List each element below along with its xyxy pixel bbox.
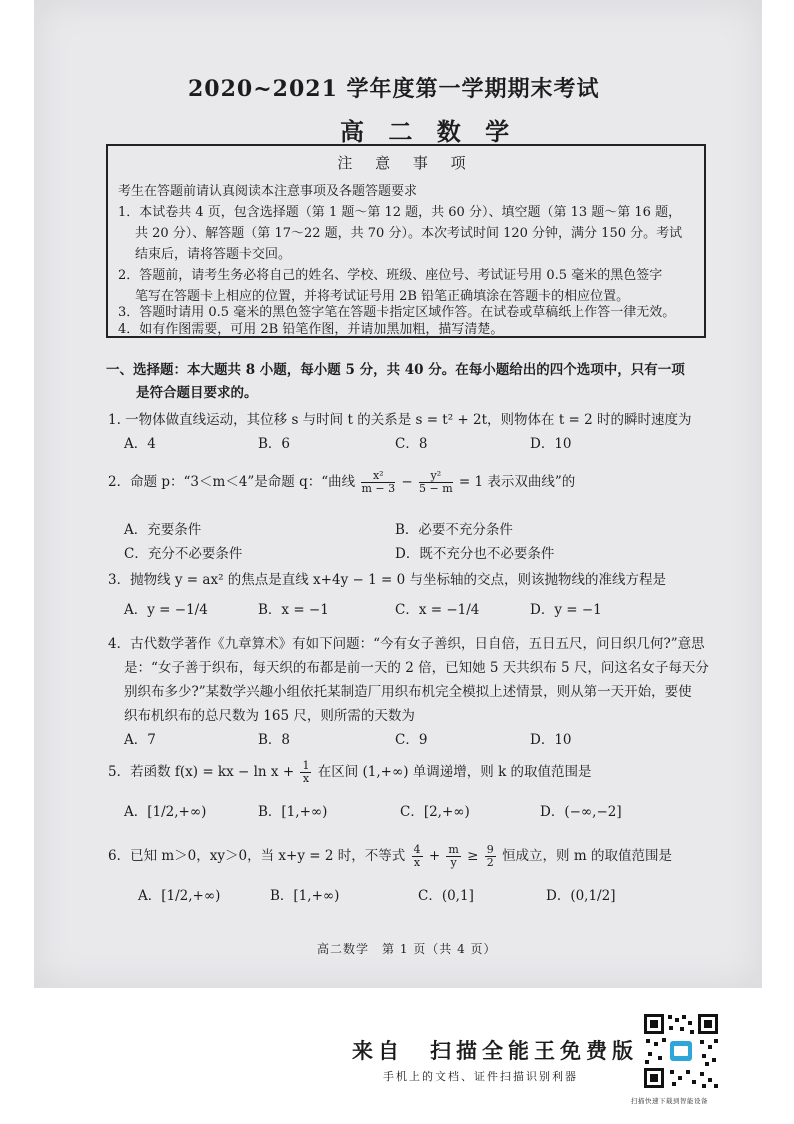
fraction-denominator: 2 [486, 856, 494, 869]
notice-line: 4．如有作图需要，可用 2B 铅笔作图，并请加黑加粗，描写清楚。 [118, 322, 504, 337]
notice-line: 3．答题时请用 0.5 毫米的黑色签字笔在答题卡指定区域作答。在试卷或草稿纸上作答一律无效。 [118, 305, 676, 320]
question-4-option-b: B．8 [258, 732, 291, 748]
fraction-numerator: 1 [302, 759, 310, 772]
question-2-option-b: B．必要不充分条件 [395, 522, 513, 538]
camscanner-caption: 来自 扫描全能王免费版 [352, 1038, 638, 1063]
notice-box [106, 144, 706, 338]
question-2-stem-b: = 1 表示双曲线”的 [458, 474, 576, 490]
section-heading-cont: 是符合题目要求的。 [136, 385, 258, 401]
question-3-option-d: D．y = −1 [530, 602, 602, 618]
question-2-stem [108, 470, 575, 495]
fraction-numerator: m [448, 843, 459, 856]
question-5-option-a: A．[1/2,+∞) [124, 804, 207, 820]
notice-line: 2．答题前，请考生务必将自己的姓名、学校、班级、座位号、考试证号用 0.5 毫米的黑色签字 [118, 268, 663, 283]
question-1-stem: 1. 一物体做直线运动，其位移 s 与时间 t 的关系是 s = t² + 2t，则物体在 t = 2 时的瞬时速度为 [108, 412, 692, 428]
fraction-numerator: x² [361, 470, 395, 483]
page-footer: 高二数学 第 1 页（共 4 页） [317, 942, 497, 956]
question-6-option-b: B．[1,+∞) [270, 888, 340, 904]
section-heading: 一、选择题：本大题共 8 小题，每小题 5 分，共 40 分。在每小题给出的四个选项中，只有一项 [106, 362, 685, 378]
question-2-option-c: C．充分不必要条件 [124, 546, 243, 562]
notice-line: 1．本试卷共 4 页，包含选择题（第 1 题～第 12 题，共 60 分）、填空题（第 13 题～第 16 题， [118, 205, 682, 220]
fraction [446, 844, 460, 869]
question-1-option-a: A．4 [124, 436, 156, 452]
notice-line: 结束后，请将答题卡交回。 [135, 247, 292, 262]
qr-code-icon[interactable] [642, 1012, 720, 1090]
fraction-denominator: 5 − m [418, 482, 453, 495]
camscanner-subcaption: 手机上的文档、证件扫描识别利器 [383, 1070, 578, 1083]
question-6-option-a: A．[1/2,+∞) [138, 888, 221, 904]
fraction-denominator: x [302, 772, 310, 785]
question-5-option-b: B．[1,+∞) [258, 804, 328, 820]
fraction [361, 470, 395, 495]
question-6-option-d: D．(0,1/2] [546, 888, 616, 904]
fraction [300, 760, 311, 785]
question-3-option-a: A．y = −1/4 [124, 602, 208, 618]
notice-title: 注 意 事 项 [337, 154, 475, 172]
fraction-denominator: x [413, 856, 421, 869]
question-4-option-c: C．9 [395, 732, 428, 748]
question-1-option-d: D．10 [530, 436, 572, 452]
question-2-stem-a: 2．命题 p：“3＜m＜4”是命题 q：“曲线 [108, 474, 356, 490]
fraction-numerator: 4 [413, 843, 421, 856]
question-5-stem-a: 5．若函数 f(x) = kx − ln x + [108, 764, 295, 780]
question-2-option-d: D．既不充分也不必要条件 [395, 546, 555, 562]
question-5-stem [108, 760, 592, 785]
fraction [419, 470, 453, 495]
question-4-line: 4．古代数学著作《九章算术》有如下问题：“今有女子善织，日自倍，五日五尺，问日织几何?”意思 [108, 636, 705, 652]
fraction-numerator: 9 [486, 843, 494, 856]
question-3-option-c: C．x = −1/4 [395, 602, 480, 618]
question-5-option-c: C．[2,+∞) [400, 804, 470, 820]
exam-title: 2020~2021 学年度第一学期期末考试 [188, 76, 600, 102]
question-6-option-c: C．(0,1] [418, 888, 474, 904]
plus-sign: + [428, 848, 441, 864]
fraction-numerator: y² [419, 470, 453, 483]
question-1-option-c: C．8 [395, 436, 428, 452]
question-6-stem-a: 6．已知 m＞0，xy＞0，当 x+y = 2 时，不等式 [108, 848, 406, 864]
minus-sign: − [401, 474, 413, 490]
question-4-option-a: A．7 [124, 732, 156, 748]
fraction [412, 844, 423, 869]
ge-sign: ≥ [467, 848, 479, 864]
notice-line: 考生在答题前请认真阅读本注意事项及各题答题要求 [118, 184, 418, 199]
notice-line: 笔写在答题卡上相应的位置，并将考试证号用 2B 铅笔正确填涂在答题卡的相应位置。 [135, 289, 630, 304]
question-6-stem-b: 恒成立，则 m 的取值范围是 [502, 848, 672, 864]
question-5-stem-b: 在区间 (1,+∞) 单调递增，则 k 的取值范围是 [317, 764, 592, 780]
question-4-line: 织布机织布的总尺数为 165 尺，则所需的天数为 [124, 708, 415, 724]
fraction [485, 844, 496, 869]
question-4-option-d: D．10 [530, 732, 572, 748]
question-6-stem [108, 844, 672, 869]
question-3-stem: 3．抛物线 y = ax² 的焦点是直线 x+4y − 1 = 0 与坐标轴的交点，则该抛物线的准线方程是 [108, 572, 666, 588]
question-3-option-b: B．x = −1 [258, 602, 329, 618]
question-2-option-a: A．充要条件 [124, 522, 202, 538]
fraction-denominator: y [450, 856, 457, 869]
fraction-denominator: m − 3 [361, 482, 396, 495]
subject-title: 高 二 数 学 [340, 117, 518, 146]
question-4-line: 别织布多少?”某数学兴趣小组依托某制造厂用织布机完全模拟上述情景，则从第一天开始，要使 [124, 684, 692, 700]
question-5-option-d: D．(−∞,−2] [540, 804, 622, 820]
question-4-line: 是：“女子善于织布，每天织的布都是前一天的 2 倍，已知她 5 天共织布 5 尺，问这名女子每天分 [124, 660, 709, 676]
question-1-option-b: B．6 [258, 436, 291, 452]
camscanner-qr-caption: 扫描快速下载到智能设备 [631, 1097, 708, 1105]
notice-line: 共 20 分）、解答题（第 17～22 题，共 70 分）。本次考试时间 120 分钟，满分 150 分。考试 [135, 226, 683, 241]
